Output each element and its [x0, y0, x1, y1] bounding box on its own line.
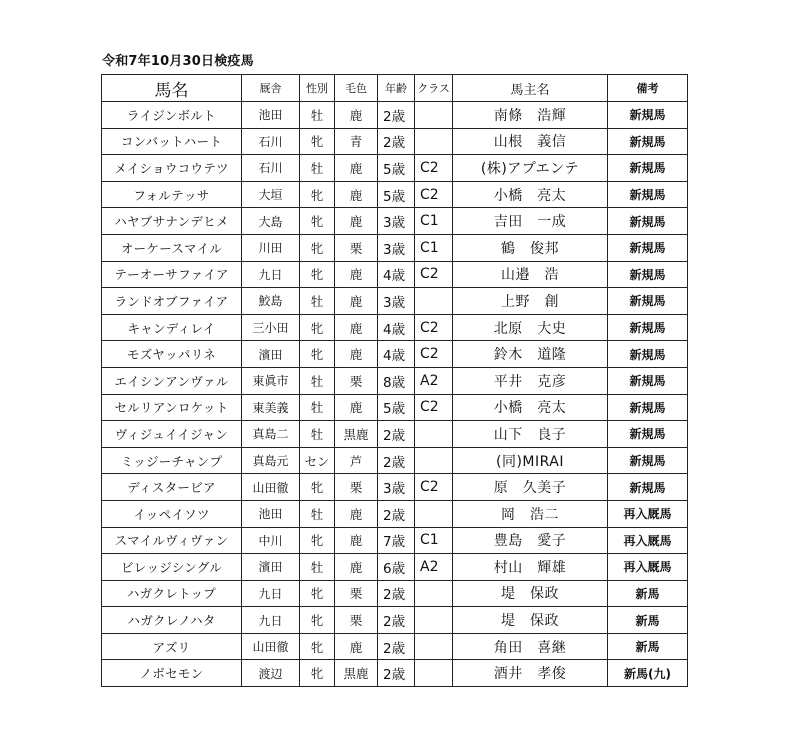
stable-cell: 九日 — [242, 607, 300, 634]
sex-cell: 牝 — [300, 660, 335, 687]
sex-cell: 牝 — [300, 633, 335, 660]
column-header-age: 年齢 — [378, 75, 415, 102]
table-header-row — [102, 75, 688, 102]
stable-cell: 鮫島 — [242, 288, 300, 315]
sex-cell: 牝 — [300, 234, 335, 261]
note-cell: 新規馬 — [608, 341, 688, 368]
note-cell: 新規馬 — [608, 367, 688, 394]
table-row — [102, 155, 688, 182]
table-row — [102, 580, 688, 607]
horse-name-cell: ノボセモン — [102, 660, 242, 687]
coat-color-cell: 栗 — [335, 474, 378, 501]
sex-cell: 牡 — [300, 155, 335, 182]
note-cell: 新規馬 — [608, 288, 688, 315]
table-row — [102, 447, 688, 474]
coat-color-cell: 栗 — [335, 367, 378, 394]
sex-cell: 牡 — [300, 554, 335, 581]
stable-cell: 三小田 — [242, 314, 300, 341]
class-cell — [415, 288, 453, 315]
table-row — [102, 500, 688, 527]
horse-name-cell: エイシンアンヴァル — [102, 367, 242, 394]
horse-name-cell: スマイルヴィヴァン — [102, 527, 242, 554]
horse-name-cell: ハガクレノハタ — [102, 607, 242, 634]
sex-cell: セン — [300, 447, 335, 474]
stable-cell: 濱田 — [242, 554, 300, 581]
class-cell — [415, 660, 453, 687]
sex-cell: 牝 — [300, 208, 335, 235]
coat-color-cell: 鹿 — [335, 102, 378, 129]
age-cell: 4歳 — [378, 341, 415, 368]
note-cell: 新規馬 — [608, 208, 688, 235]
owner-name-cell: 小橋 亮太 — [453, 394, 608, 421]
horse-name-cell: フォルテッサ — [102, 181, 242, 208]
stable-cell: 池田 — [242, 500, 300, 527]
coat-color-cell: 芦 — [335, 447, 378, 474]
age-cell: 5歳 — [378, 181, 415, 208]
age-cell: 5歳 — [378, 394, 415, 421]
coat-color-cell: 鹿 — [335, 181, 378, 208]
note-cell: 新馬 — [608, 607, 688, 634]
note-cell: 新馬 — [608, 580, 688, 607]
table-row — [102, 128, 688, 155]
sex-cell: 牝 — [300, 261, 335, 288]
stable-cell: 川田 — [242, 234, 300, 261]
coat-color-cell: 栗 — [335, 234, 378, 261]
class-cell: C2 — [415, 261, 453, 288]
table-row — [102, 421, 688, 448]
owner-name-cell: 吉田 一成 — [453, 208, 608, 235]
stable-cell: 石川 — [242, 128, 300, 155]
horse-name-cell: イッペイソツ — [102, 500, 242, 527]
sex-cell: 牡 — [300, 500, 335, 527]
stable-cell: 石川 — [242, 155, 300, 182]
stable-cell: 大垣 — [242, 181, 300, 208]
class-cell: C1 — [415, 234, 453, 261]
table-row — [102, 633, 688, 660]
age-cell: 5歳 — [378, 155, 415, 182]
owner-name-cell: 堤 保政 — [453, 580, 608, 607]
class-cell — [415, 633, 453, 660]
note-cell: 新馬 — [608, 633, 688, 660]
horse-name-cell: メイショウコウテツ — [102, 155, 242, 182]
table-row — [102, 314, 688, 341]
horse-name-cell: キャンディレイ — [102, 314, 242, 341]
owner-name-cell: (同)MIRAI — [453, 447, 608, 474]
stable-cell: 山田徹 — [242, 633, 300, 660]
horse-name-cell: ディスタービア — [102, 474, 242, 501]
owner-name-cell: (株)アプエンテ — [453, 155, 608, 182]
table-row — [102, 660, 688, 687]
owner-name-cell: 酒井 孝俊 — [453, 660, 608, 687]
note-cell: 再入厩馬 — [608, 554, 688, 581]
column-header-coat: 毛色 — [335, 75, 378, 102]
sex-cell: 牝 — [300, 181, 335, 208]
owner-name-cell: 平井 克彦 — [453, 367, 608, 394]
sex-cell: 牡 — [300, 288, 335, 315]
sex-cell: 牝 — [300, 341, 335, 368]
stable-cell: 大島 — [242, 208, 300, 235]
stable-cell: 濱田 — [242, 341, 300, 368]
note-cell: 新規馬 — [608, 128, 688, 155]
table-row — [102, 474, 688, 501]
table-row — [102, 208, 688, 235]
column-header-class: クラス — [415, 75, 453, 102]
column-header-owner: 馬主名 — [453, 75, 608, 102]
age-cell: 2歳 — [378, 607, 415, 634]
owner-name-cell: 山根 義信 — [453, 128, 608, 155]
class-cell: C2 — [415, 341, 453, 368]
age-cell: 6歳 — [378, 554, 415, 581]
table-row — [102, 554, 688, 581]
sex-cell: 牝 — [300, 580, 335, 607]
horse-name-cell: ヴィジュイイジャン — [102, 421, 242, 448]
stable-cell: 池田 — [242, 102, 300, 129]
class-cell — [415, 580, 453, 607]
document-title: 令和7年10月30日検疫馬 — [102, 54, 254, 69]
age-cell: 4歳 — [378, 314, 415, 341]
class-cell — [415, 447, 453, 474]
table-row — [102, 607, 688, 634]
coat-color-cell: 鹿 — [335, 341, 378, 368]
class-cell: C2 — [415, 474, 453, 501]
coat-color-cell: 鹿 — [335, 155, 378, 182]
owner-name-cell: 山邉 浩 — [453, 261, 608, 288]
class-cell — [415, 128, 453, 155]
horse-name-cell: セルリアンロケット — [102, 394, 242, 421]
owner-name-cell: 鶴 俊邦 — [453, 234, 608, 261]
note-cell: 新規馬 — [608, 102, 688, 129]
stable-cell: 東眞市 — [242, 367, 300, 394]
table-body — [102, 102, 688, 687]
owner-name-cell: 角田 喜継 — [453, 633, 608, 660]
owner-name-cell: 豊島 愛子 — [453, 527, 608, 554]
age-cell: 3歳 — [378, 474, 415, 501]
sex-cell: 牡 — [300, 421, 335, 448]
age-cell: 2歳 — [378, 128, 415, 155]
coat-color-cell: 鹿 — [335, 288, 378, 315]
age-cell: 2歳 — [378, 660, 415, 687]
table-row — [102, 341, 688, 368]
note-cell: 新規馬 — [608, 474, 688, 501]
class-cell: C1 — [415, 208, 453, 235]
note-cell: 新規馬 — [608, 447, 688, 474]
sex-cell: 牡 — [300, 102, 335, 129]
quarantine-horse-table — [101, 74, 688, 687]
age-cell: 8歳 — [378, 367, 415, 394]
owner-name-cell: 山下 良子 — [453, 421, 608, 448]
note-cell: 新規馬 — [608, 314, 688, 341]
coat-color-cell: 黒鹿 — [335, 660, 378, 687]
coat-color-cell: 鹿 — [335, 500, 378, 527]
note-cell: 新馬(九) — [608, 660, 688, 687]
horse-name-cell: ハガクレトップ — [102, 580, 242, 607]
coat-color-cell: 鹿 — [335, 554, 378, 581]
horse-name-cell: ハヤブサナンデヒメ — [102, 208, 242, 235]
class-cell — [415, 102, 453, 129]
note-cell: 新規馬 — [608, 421, 688, 448]
class-cell: C2 — [415, 155, 453, 182]
coat-color-cell: 栗 — [335, 607, 378, 634]
stable-cell: 九日 — [242, 261, 300, 288]
table-row — [102, 527, 688, 554]
table-row — [102, 367, 688, 394]
column-header-sex: 性別 — [300, 75, 335, 102]
horse-name-cell: テーオーサファイア — [102, 261, 242, 288]
column-header-horse-name: 馬名 — [102, 75, 242, 102]
coat-color-cell: 鹿 — [335, 314, 378, 341]
horse-name-cell: アズリ — [102, 633, 242, 660]
table-row — [102, 102, 688, 129]
class-cell — [415, 421, 453, 448]
coat-color-cell: 青 — [335, 128, 378, 155]
stable-cell: 九日 — [242, 580, 300, 607]
sex-cell: 牝 — [300, 474, 335, 501]
stable-cell: 渡辺 — [242, 660, 300, 687]
class-cell — [415, 500, 453, 527]
class-cell: A2 — [415, 367, 453, 394]
horse-name-cell: オーケースマイル — [102, 234, 242, 261]
horse-name-cell: コンバットハート — [102, 128, 242, 155]
owner-name-cell: 鈴木 道隆 — [453, 341, 608, 368]
age-cell: 3歳 — [378, 208, 415, 235]
stable-cell: 山田徹 — [242, 474, 300, 501]
age-cell: 2歳 — [378, 633, 415, 660]
coat-color-cell: 鹿 — [335, 208, 378, 235]
owner-name-cell: 上野 創 — [453, 288, 608, 315]
class-cell: C2 — [415, 181, 453, 208]
sex-cell: 牡 — [300, 394, 335, 421]
table-row — [102, 394, 688, 421]
column-header-stable: 厩舎 — [242, 75, 300, 102]
owner-name-cell: 村山 輝雄 — [453, 554, 608, 581]
note-cell: 新規馬 — [608, 261, 688, 288]
note-cell: 新規馬 — [608, 234, 688, 261]
coat-color-cell: 鹿 — [335, 261, 378, 288]
sex-cell: 牝 — [300, 128, 335, 155]
owner-name-cell: 北原 大史 — [453, 314, 608, 341]
class-cell: A2 — [415, 554, 453, 581]
age-cell: 2歳 — [378, 421, 415, 448]
note-cell: 再入厩馬 — [608, 500, 688, 527]
age-cell: 7歳 — [378, 527, 415, 554]
coat-color-cell: 鹿 — [335, 527, 378, 554]
horse-name-cell: ミッジーチャンプ — [102, 447, 242, 474]
horse-name-cell: モズヤッパリネ — [102, 341, 242, 368]
owner-name-cell: 小橋 亮太 — [453, 181, 608, 208]
horse-name-cell: ランドオブファイア — [102, 288, 242, 315]
age-cell: 3歳 — [378, 234, 415, 261]
class-cell: C2 — [415, 394, 453, 421]
owner-name-cell: 堤 保政 — [453, 607, 608, 634]
column-header-note: 備考 — [608, 75, 688, 102]
horse-name-cell: ライジンボルト — [102, 102, 242, 129]
table-row — [102, 234, 688, 261]
age-cell: 2歳 — [378, 447, 415, 474]
table-row — [102, 261, 688, 288]
owner-name-cell: 南條 浩輝 — [453, 102, 608, 129]
stable-cell: 真島二 — [242, 421, 300, 448]
table-row — [102, 181, 688, 208]
coat-color-cell: 鹿 — [335, 633, 378, 660]
note-cell: 新規馬 — [608, 394, 688, 421]
age-cell: 4歳 — [378, 261, 415, 288]
stable-cell: 真島元 — [242, 447, 300, 474]
sex-cell: 牝 — [300, 607, 335, 634]
sex-cell: 牝 — [300, 314, 335, 341]
note-cell: 新規馬 — [608, 181, 688, 208]
stable-cell: 東美義 — [242, 394, 300, 421]
coat-color-cell: 鹿 — [335, 394, 378, 421]
note-cell: 再入厩馬 — [608, 527, 688, 554]
owner-name-cell: 原 久美子 — [453, 474, 608, 501]
table-row — [102, 288, 688, 315]
class-cell: C2 — [415, 314, 453, 341]
class-cell — [415, 607, 453, 634]
age-cell: 2歳 — [378, 102, 415, 129]
horse-name-cell: ビレッジシングル — [102, 554, 242, 581]
stable-cell: 中川 — [242, 527, 300, 554]
age-cell: 2歳 — [378, 500, 415, 527]
class-cell: C1 — [415, 527, 453, 554]
age-cell: 2歳 — [378, 580, 415, 607]
owner-name-cell: 岡 浩二 — [453, 500, 608, 527]
coat-color-cell: 栗 — [335, 580, 378, 607]
age-cell: 3歳 — [378, 288, 415, 315]
note-cell: 新規馬 — [608, 155, 688, 182]
sex-cell: 牝 — [300, 527, 335, 554]
sex-cell: 牡 — [300, 367, 335, 394]
coat-color-cell: 黒鹿 — [335, 421, 378, 448]
